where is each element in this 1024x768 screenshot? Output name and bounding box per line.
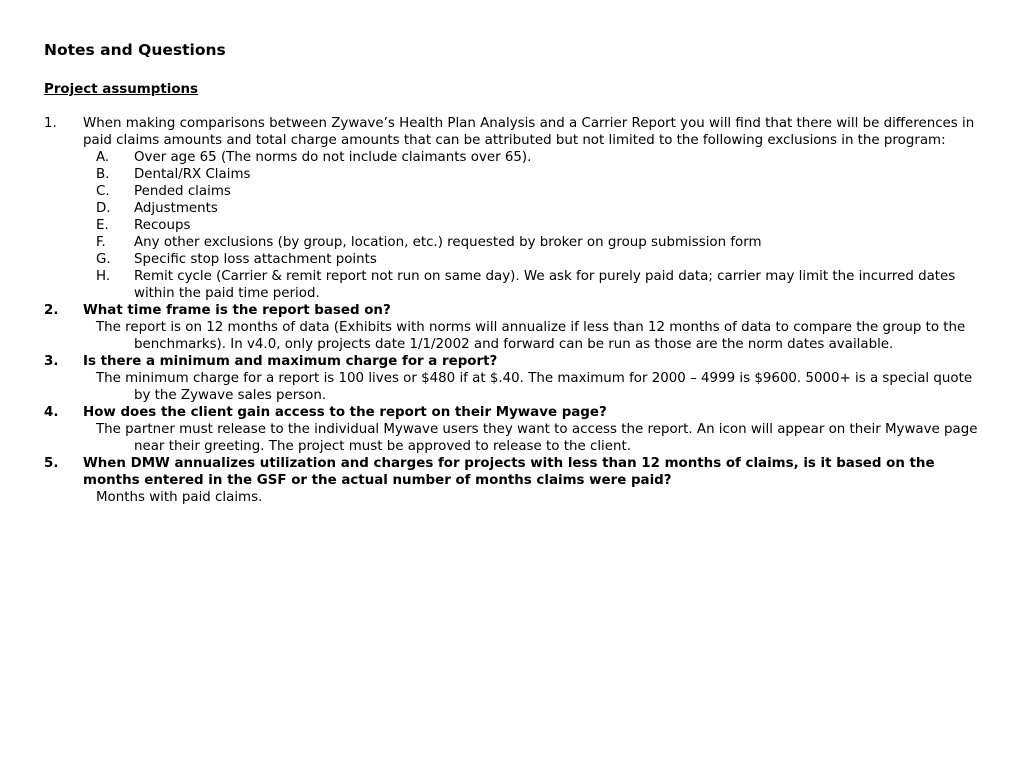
question-number: 4. xyxy=(44,405,59,420)
exclusions-list xyxy=(96,149,984,302)
question-4 xyxy=(44,404,984,421)
question-number: 3. xyxy=(44,354,59,369)
answer-text: Months with paid claims. xyxy=(96,490,263,505)
sub-item-text: Over age 65 (The norms do not include claimants over 65). xyxy=(134,150,532,165)
sub-item-text: Adjustments xyxy=(134,201,218,216)
sub-item-letter: C. xyxy=(96,184,110,199)
sub-item-b xyxy=(96,166,984,183)
answer-text: The minimum charge for a report is 100 lives or $480 if at $.40. The maximum for 2000 – 4999 is $9600. 5000+ is a special quote by the Zywave sales person. xyxy=(96,371,973,403)
sub-item-letter: F. xyxy=(96,235,106,250)
sub-item-d xyxy=(96,200,984,217)
question-text: How does the client gain access to the report on their Mywave page? xyxy=(83,405,607,420)
sub-item-text: Specific stop loss attachment points xyxy=(134,252,377,267)
sub-item-letter: A. xyxy=(96,150,110,165)
list-item-1 xyxy=(44,115,984,149)
question-text: Is there a minimum and maximum charge for a report? xyxy=(83,354,498,369)
sub-item-a xyxy=(96,149,984,166)
sub-item-letter: B. xyxy=(96,167,110,182)
question-text: What time frame is the report based on? xyxy=(83,303,391,318)
sub-item-g xyxy=(96,251,984,268)
sub-item-f xyxy=(96,234,984,251)
sub-item-letter: E. xyxy=(96,218,109,233)
notes-list xyxy=(44,115,984,506)
question-number: 2. xyxy=(44,303,59,318)
question-5 xyxy=(44,455,984,489)
question-text: When DMW annualizes utilization and charges for projects with less than 12 months of claims, is it based on the months entered in the GSF or the actual number of months claims were paid? xyxy=(83,456,935,488)
sub-item-letter: H. xyxy=(96,269,111,284)
section-heading: Project assumptions xyxy=(44,82,199,97)
answer-text: The report is on 12 months of data (Exhibits with norms will annualize if less than 12 months of data to compare the group to the benchmarks). In v4.0, only projects date 1/1/2002 and forward can be run as those are the norm dates available. xyxy=(96,320,966,352)
answer-text: The partner must release to the individual Mywave users they want to access the report. An icon will appear on their Mywave page near their greeting. The project must be approved to release to the client. xyxy=(96,422,978,454)
sub-item-h xyxy=(96,268,984,302)
item-number: 1. xyxy=(44,116,57,131)
sub-item-text: Remit cycle (Carrier & remit report not run on same day). We ask for purely paid data; carrier may limit the incurred dates within the paid time period. xyxy=(134,269,956,301)
sub-item-text: Recoups xyxy=(134,218,191,233)
sub-item-letter: G. xyxy=(96,252,111,267)
sub-item-c xyxy=(96,183,984,200)
sub-item-text: Dental/RX Claims xyxy=(134,167,251,182)
question-2 xyxy=(44,302,984,319)
item-text: When making comparisons between Zywave’s Health Plan Analysis and a Carrier Report you will find that there will be differences in paid claims amounts and total charge amounts that can be attributed but not limited to the following exclusions in the program: xyxy=(83,116,975,148)
sub-item-text: Any other exclusions (by group, location, etc.) requested by broker on group submission form xyxy=(134,235,762,250)
question-number: 5. xyxy=(44,456,59,471)
page-title: Notes and Questions xyxy=(44,41,226,59)
sub-item-e xyxy=(96,217,984,234)
sub-item-letter: D. xyxy=(96,201,111,216)
sub-item-text: Pended claims xyxy=(134,184,231,199)
question-3 xyxy=(44,353,984,370)
